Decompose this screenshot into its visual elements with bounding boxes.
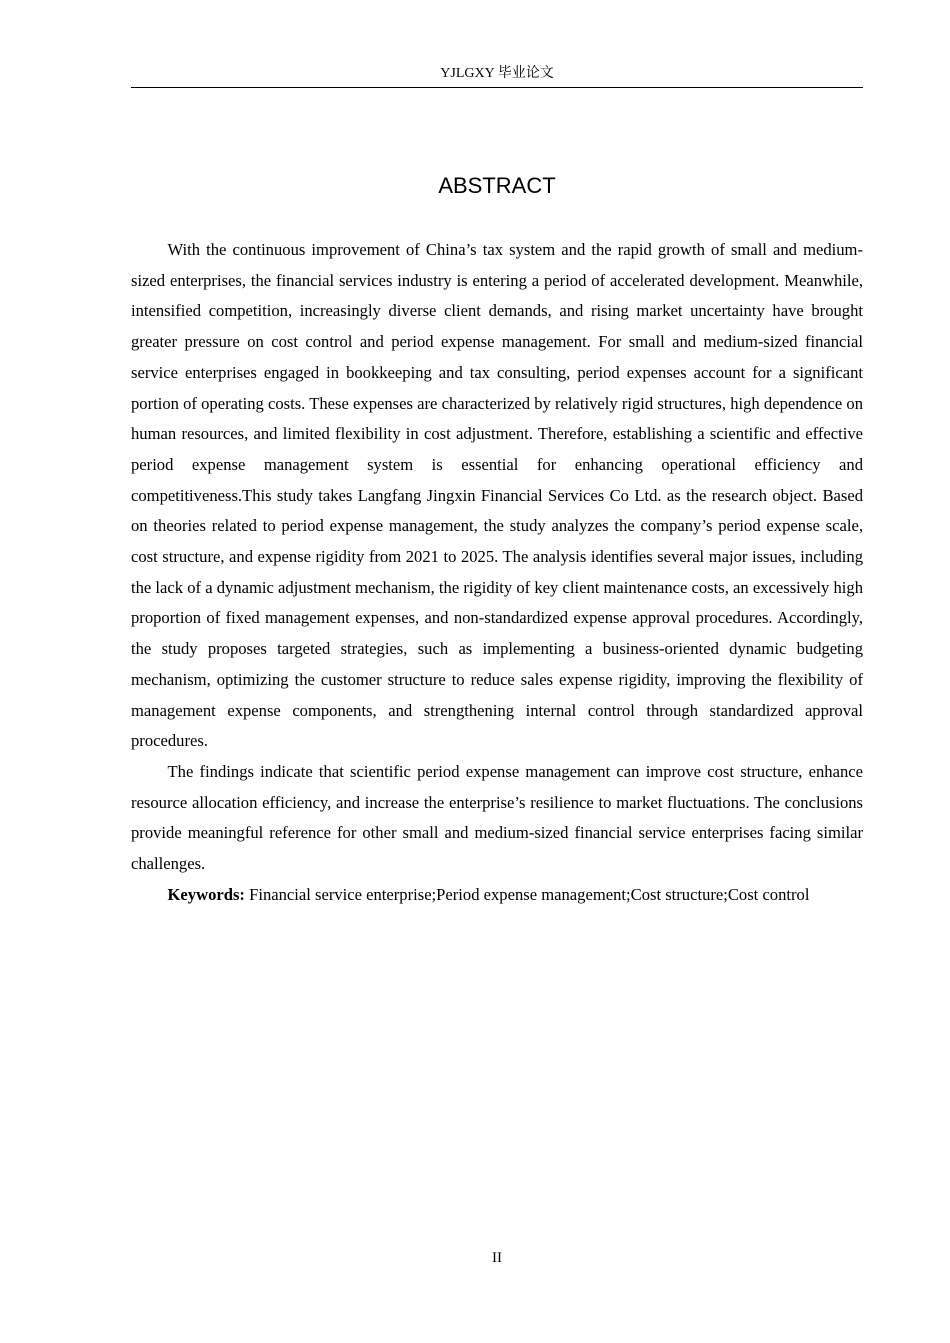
keywords-label: Keywords: [167, 884, 245, 904]
header-text: YJLGXY 毕业论文 [440, 66, 554, 81]
keywords-text: Financial service enterprise;Period expense management;Cost structure;Cost control [249, 884, 810, 904]
page-number: II [492, 1250, 502, 1266]
abstract-body [131, 235, 863, 910]
abstract-title: ABSTRACT [438, 173, 556, 198]
abstract-paragraph-2: The findings indicate that scientific period expense management can improve cost structure, enhance resource allocation efficiency, and increase the enterprise’s resilience to market fluctuations. The conclusions provide meaningful reference for other small and medium-sized financial service enterprises facing similar challenges. [131, 761, 863, 874]
keywords-line [131, 880, 863, 911]
abstract-paragraph-1: With the continuous improvement of China’s tax system and the rapid growth of small and medium-sized enterprises, the financial services industry is entering a period of accelerated development. Meanwhile, intensified competition, increasingly diverse client demands, and rising market uncertainty have brought greater pressure on cost control and period expense management. For small and medium-sized financial service enterprises engaged in bookkeeping and tax consulting, period expenses account for a significant portion of operating costs. These expenses are characterized by relatively rigid structures, high dependence on human resources, and limited flexibility in cost adjustment. Therefore, establishing a scientific and effective period expense management system is essential for enhancing operational efficiency and competitiveness.This study takes Langfang Jingxin Financial Services Co Ltd. as the research object. Based on theories related to period expense management, the study analyzes the company’s period expense scale, cost structure, and expense rigidity from 2021 to 2025. The analysis identifies several major issues, including the lack of a dynamic adjustment mechanism, the rigidity of key client maintenance costs, an excessively high proportion of fixed management expenses, and non-standardized expense approval procedures. Accordingly, the study proposes targeted strategies, such as implementing a business-oriented dynamic budgeting mechanism, optimizing the customer structure to reduce sales expense rigidity, improving the flexibility of management expense components, and strengthening internal control through standardized approval procedures. [131, 240, 863, 751]
page-header [131, 64, 863, 88]
